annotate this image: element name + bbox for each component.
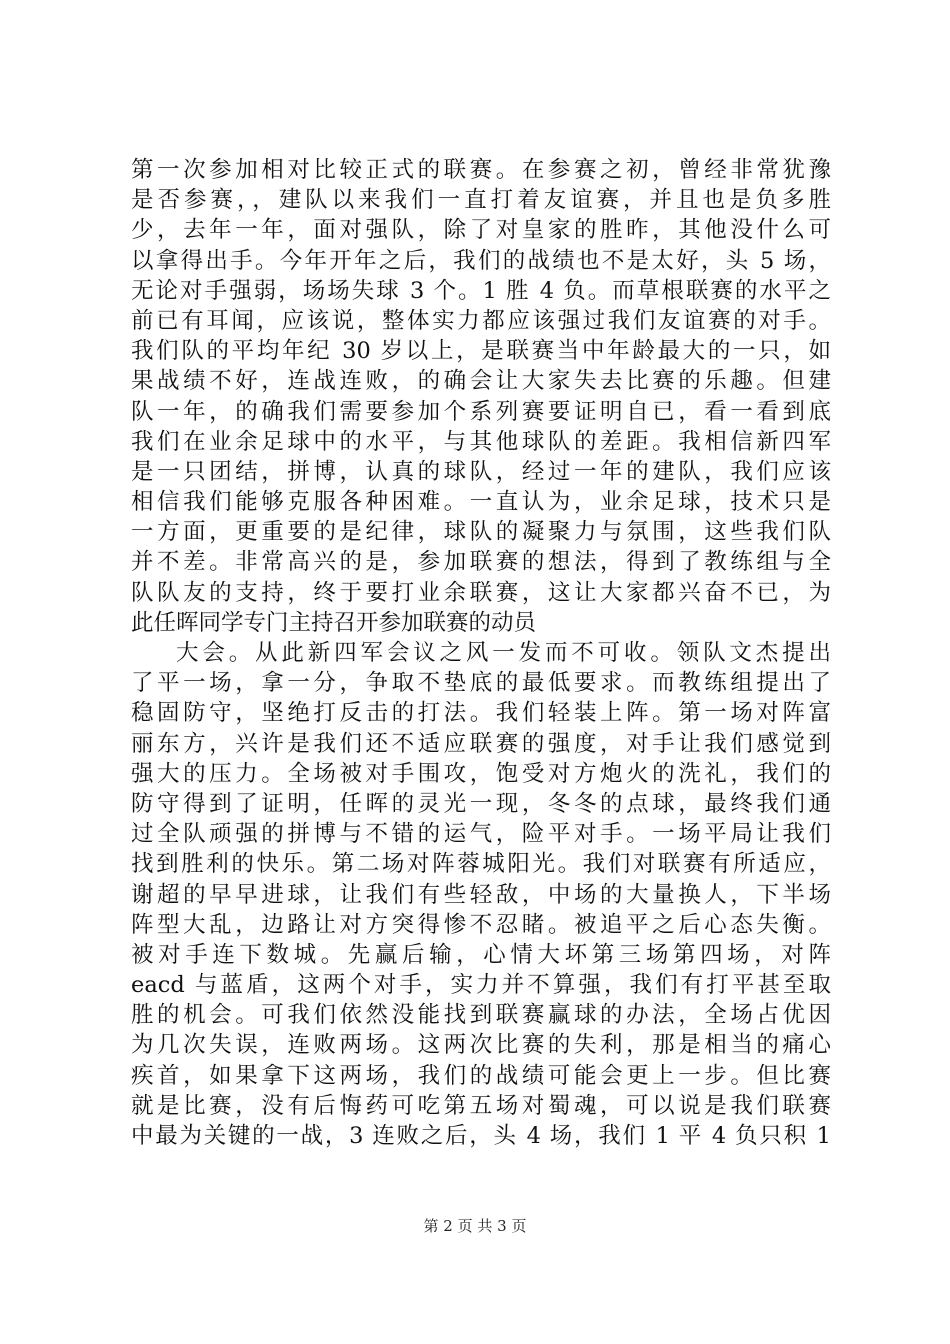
text-line: 阵型大乱，边路让对方突得惨不忍睹。被追平之后心态失衡。 <box>131 911 831 938</box>
text-line: 少，去年一年，面对强队，除了对皇家的胜昨，其他没什么可 <box>131 217 831 244</box>
text-line: 无论对手强弱，场场失球 3 个。1 胜 4 负。而草根联赛的水平之 <box>131 277 831 304</box>
text-line: 了平一场，拿一分，争取不垫底的最低要求。而教练组提出了 <box>131 670 831 697</box>
page-number-footer: 第 2 页 共 3 页 <box>423 1217 527 1235</box>
text-line: 果战绩不好，连战连败，的确会让大家失去比赛的乐趣。但建 <box>131 368 831 395</box>
text-line: 防守得到了证明，任晖的灵光一现，冬冬的点球，最终我们通 <box>131 790 831 817</box>
document-body <box>131 155 831 1151</box>
text-line: 我们队的平均年纪 30 岁以上，是联赛当中年龄最大的一只，如 <box>131 338 831 365</box>
text-line: 被对手连下数城。先赢后输，心情大坏第三场第四场，对阵 <box>131 941 831 968</box>
text-line: 过全队顽强的拼博与不错的运气，险平对手。一场平局让我们 <box>131 821 831 848</box>
text-line: 是否参赛，，建队以来我们一直打着友谊赛，并且也是负多胜 <box>131 187 831 214</box>
text-line: 我们在业余足球中的水平，与其他球队的差距。我相信新四军 <box>131 428 831 455</box>
text-line: 以拿得出手。今年开年之后，我们的战绩也不是太好，头 5 场， <box>131 247 831 274</box>
text-line: 队队友的支持，终于要打业余联赛，这让大家都兴奋不已，为 <box>131 579 831 606</box>
text-line: 强大的压力。全场被对手围攻，饱受对方炮火的洗礼，我们的 <box>131 760 831 787</box>
text-line: 队一年，的确我们需要参加个系列赛要证明自已，看一看到底 <box>131 398 831 425</box>
text-line: 丽东方，兴许是我们还不适应联赛的强度，对手让我们感觉到 <box>131 730 831 757</box>
text-line: 此任晖同学专门主持召开参加联赛的动员 <box>131 609 537 636</box>
text-line: 谢超的早早进球，让我们有些轻敌，中场的大量换人，下半场 <box>131 881 831 908</box>
text-line: 中最为关键的一战，3 连败之后，头 4 场，我们 1 平 4 负只积 1 <box>131 1123 831 1149</box>
text-line: 相信我们能够克服各种困难。一直认为，业余足球，技术只是 <box>131 489 831 516</box>
text-line: 第一次参加相对比较正式的联赛。在参赛之初，曾经非常犹豫 <box>131 157 831 183</box>
text-line: 胜的机会。可我们依然没能找到联赛赢球的办法，全场占优因 <box>131 1002 831 1029</box>
text-line: 前已有耳闻，应该说，整体实力都应该强过我们友谊赛的对手。 <box>131 307 831 334</box>
text-line: 大会。从此新四军会议之风一发而不可收。领队文杰提出 <box>176 640 831 666</box>
text-line: eacd 与蓝盾，这两个对手，实力并不算强，我们有打平甚至取 <box>131 972 831 999</box>
text-line: 并不差。非常高兴的是，参加联赛的想法，得到了教练组与全 <box>131 549 831 576</box>
text-line: 找到胜利的快乐。第二场对阵蓉城阳光。我们对联赛有所适应， <box>131 851 831 878</box>
text-line: 就是比赛，没有后悔药可吃第五场对蜀魂，可以说是我们联赛 <box>131 1092 831 1119</box>
text-line: 是一只团结，拼博，认真的球队，经过一年的建队，我们应该 <box>131 458 831 485</box>
text-line: 一方面，更重要的是纪律，球队的凝聚力与氛围，这些我们队 <box>131 519 831 546</box>
text-line: 疾首，如果拿下这两场，我们的战绩可能会更上一步。但比赛 <box>131 1062 831 1089</box>
text-line: 为几次失误，连败两场。这两次比赛的失利，那是相当的痛心 <box>131 1032 831 1059</box>
text-line: 稳固防守，坚绝打反击的打法。我们轻装上阵。第一场对阵富 <box>131 700 831 727</box>
